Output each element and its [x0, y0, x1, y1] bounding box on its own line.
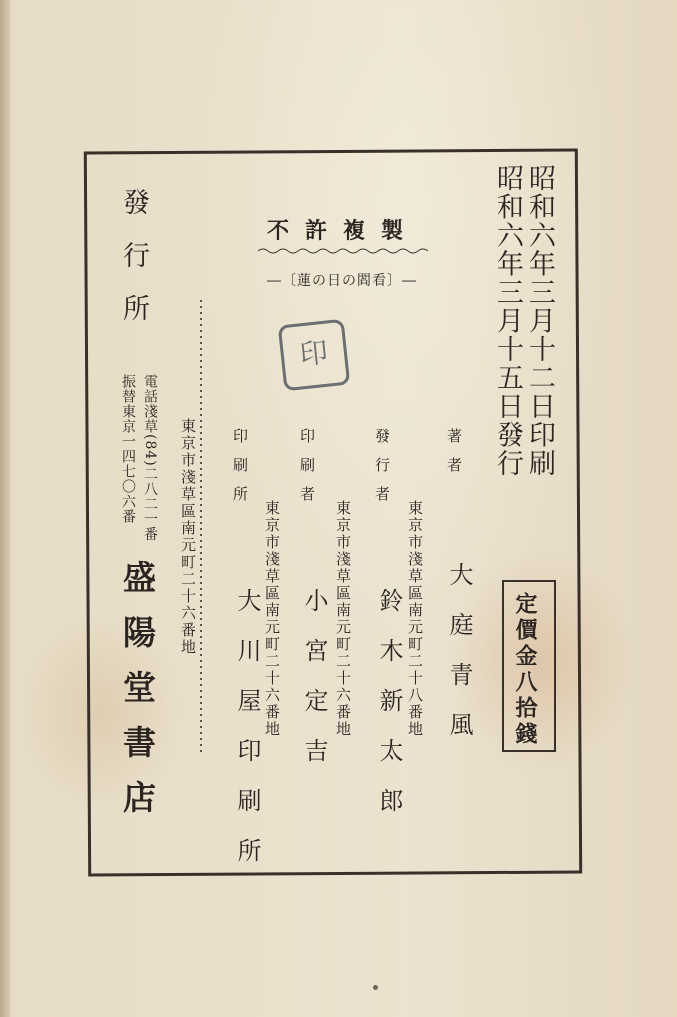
wavy-divider	[258, 247, 428, 255]
transfer-account: 振替東京一四七〇六番	[120, 374, 136, 524]
telephone-number: 電話淺草(84)二八二一番	[142, 374, 158, 542]
publishing-house-address: 東京市淺草區南元町二十六番地	[179, 418, 197, 656]
issue-date: 昭和六年三月十五日發行	[492, 164, 523, 478]
publisher-name: 鈴木新太郎	[375, 588, 403, 838]
publishing-house-name: 盛陽堂書店	[118, 560, 157, 835]
page-speck	[373, 985, 378, 990]
print-date: 昭和六年三月十二日印刷	[524, 164, 555, 478]
printer-role: 印刷者	[298, 428, 316, 515]
printer-address: 東京市淺草區南元町二十六番地	[334, 500, 352, 738]
author-name: 大庭青風	[445, 562, 473, 762]
author-role: 著者	[445, 428, 463, 486]
press-name: 大川屋印刷所	[233, 588, 261, 888]
press-address: 東京市淺草區南元町二十六番地	[263, 500, 281, 738]
publishing-house-label: 發行所	[118, 188, 149, 347]
publisher-role: 發行者	[373, 428, 391, 515]
book-spine-edge	[0, 0, 10, 1017]
copyright-notice: 不許複製	[266, 218, 419, 244]
publisher-address: 東京市淺草區南元町二十八番地	[406, 500, 424, 738]
seal-stamp: 印	[278, 319, 351, 392]
printer-name: 小宮定吉	[300, 588, 328, 788]
price-label: 定價金八拾錢	[512, 592, 538, 748]
series-label: ―〔蓮の日の閻看〕―	[267, 273, 417, 289]
press-role: 印刷所	[231, 428, 249, 515]
